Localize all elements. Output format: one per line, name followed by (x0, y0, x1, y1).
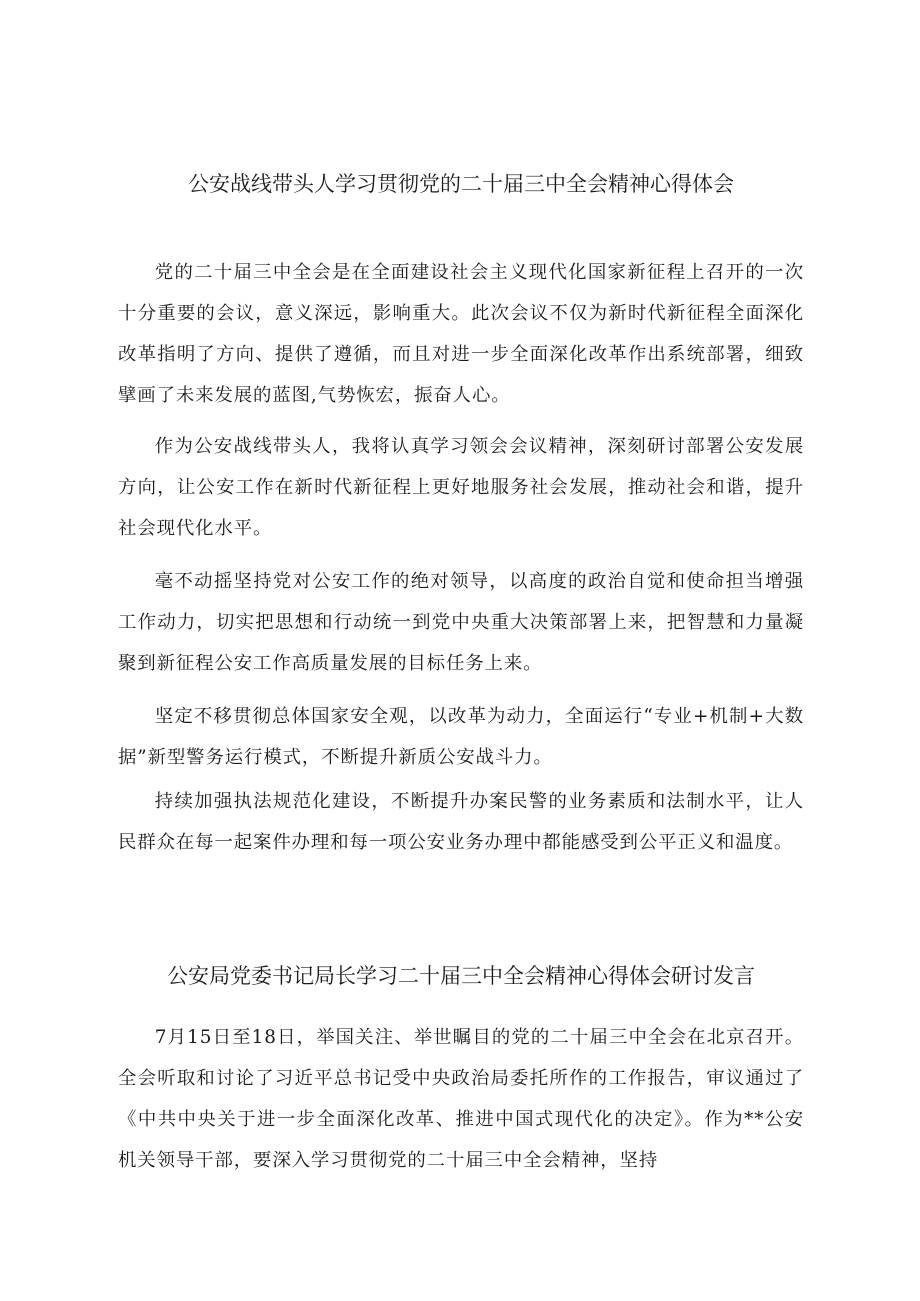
section-1-title: 公安战线带头人学习贯彻党的二十届三中全会精神心得体会 (188, 172, 734, 196)
section-1-paragraph-2: 作为公安战线带头人，我将认真学习领会会议精神，深刻研讨部署公安发展方向，让公安工作在新时代新征程上更好地服务社会发展，推动社会和谐，提升社会现代化水平。 (118, 436, 804, 539)
section-1-paragraph-3: 毫不动摇坚持党对公安工作的绝对领导，以高度的政治自觉和使命担当增强工作动力，切实把思想和行动统一到党中央重大决策部署上来，把智慧和力量凝聚到新征程公安工作高质量发展的目标任务上来。 (118, 571, 804, 674)
section-2-title: 公安局党委书记局长学习二十届三中全会精神心得体会研讨发言 (167, 964, 755, 988)
section-1-paragraph-4: 坚定不移贯彻总体国家安全观，以改革为动力，全面运行“专业+机制+大数据”新型警务运行模式，不断提升新质公安战斗力。 (118, 706, 804, 768)
section-1-paragraph-5: 持续加强执法规范化建设，不断提升办案民警的业务素质和法制水平，让人民群众在每一起案件办理和每一项公安业务办理中都能感受到公平正义和温度。 (118, 791, 804, 853)
section-1-paragraph-1: 党的二十届三中全会是在全面建设社会主义现代化国家新征程上召开的一次十分重要的会议，意义深远，影响重大。此次会议不仅为新时代新征程全面深化改革指明了方向、提供了遵循，而且对进一步全面深化改革作出系统部署，细致擘画了未来发展的蓝图,气势恢宏，振奋人心。 (118, 262, 804, 406)
section-2-paragraph-1: 7月15日至18日，举国关注、举世瞩目的党的二十届三中全会在北京召开。全会听取和讨论了习近平总书记受中央政治局委托所作的工作报告，审议通过了《中共中央关于进一步全面深化改革、推进中国式现代化的决定》。作为**公安机关领导干部，要深入学习贯彻党的二十届三中全会精神，坚持 (118, 1027, 804, 1171)
